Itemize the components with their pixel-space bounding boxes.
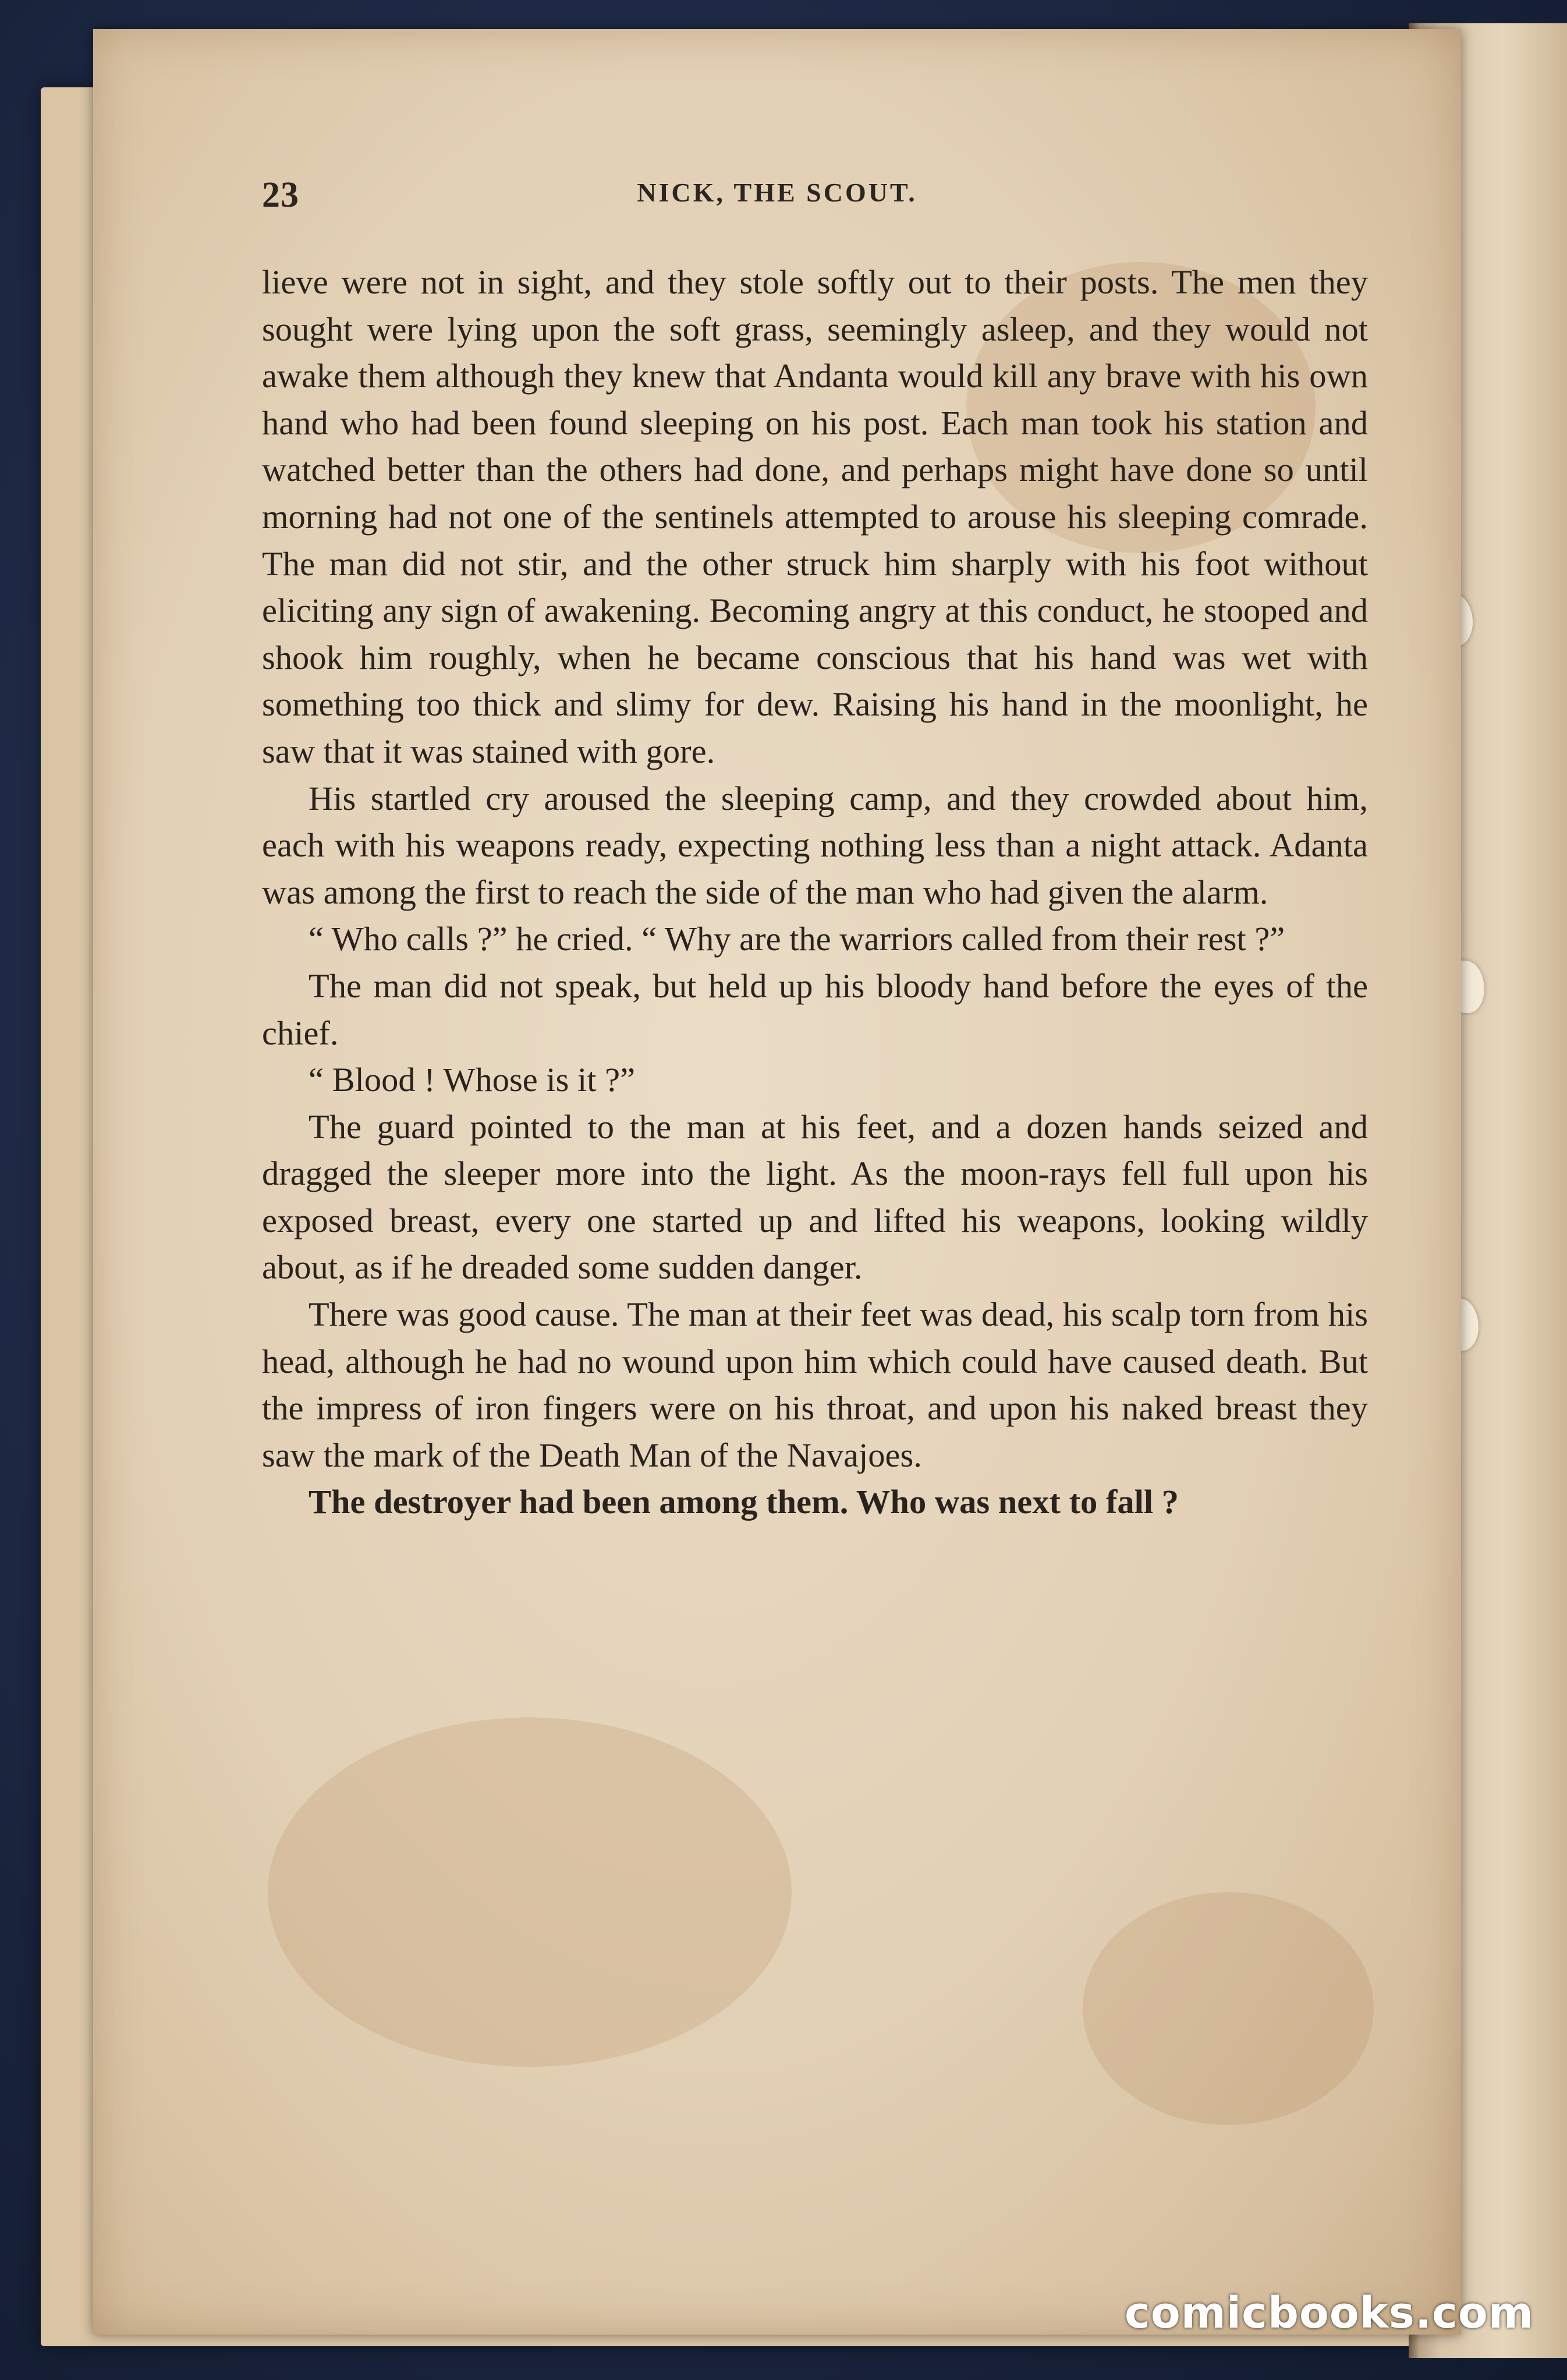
- paragraph: The destroyer had been among them. Who was next to fall ?: [309, 1483, 1179, 1521]
- book-page: [93, 29, 1461, 2335]
- paragraph: “ Who calls ?” he cried. “ Why are the warriors called from their rest ?”: [309, 920, 1285, 958]
- site-watermark: comicbooks.com: [1125, 2288, 1534, 2338]
- paragraph: There was good cause. The man at their feet was dead, his scalp torn from his head, although he had no wound upon him which could have caused death. But the impress of iron fingers were on his throat, and upon his naked breast they saw the mark of the Death Man of the Navajoes.: [262, 1295, 1368, 1474]
- page-number: 23: [262, 175, 299, 215]
- running-head: [93, 140, 1461, 221]
- body-text: [262, 259, 1368, 1526]
- running-title: NICK, THE SCOUT.: [637, 178, 917, 207]
- paragraph: His startled cry aroused the sleeping camp, and they crowded about him, each with his weapons ready, expecting nothing less than a night attack. Adanta was among the first to reach the side of the man who had given the alarm.: [262, 779, 1368, 911]
- paragraph: “ Blood ! Whose is it ?”: [309, 1061, 636, 1099]
- paragraph: lieve were not in sight, and they stole softly out to their posts. The men they sought were lying upon the soft grass, seemingly asleep, and they would not awake them although they knew that Andanta would kill any brave with his own hand who had been found sleeping on his post. Each man took his station and watched better than the others had done, and perhaps might have done so until morning had not one of the sentinels attempted to arouse his sleeping comrade. The man did not stir, and the other struck him sharply with his foot without eliciting any sign of awakening. Becoming angry at this conduct, he stooped and shook him roughly, when he became conscious that his hand was wet with something too thick and slimy for dew. Raising his hand in the moonlight, he saw that it was stained with gore.: [262, 263, 1368, 770]
- paragraph: The guard pointed to the man at his feet, and a dozen hands seized and dragged the sleeper more into the light. As the moon-rays fell full upon his exposed breast, every one started up and lifted his weapons, looking wildly about, as if he dreaded some sudden danger.: [262, 1107, 1368, 1287]
- paragraph: The man did not speak, but held up his bloody hand before the eyes of the chief.: [262, 966, 1368, 1052]
